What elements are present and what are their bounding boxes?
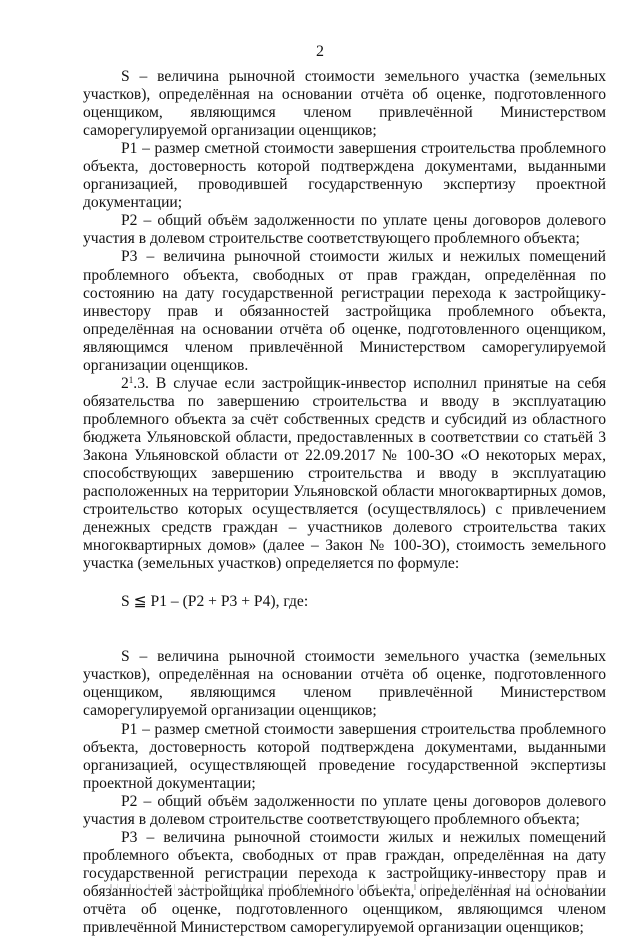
clause-superscript: 1	[128, 374, 134, 385]
clause-number: 2	[121, 374, 129, 392]
formula: S ≦ Р1 – (Р2 + Р3 + Р4), где:	[121, 593, 309, 611]
paragraph-p3-definition: Р3 – величина рыночной стоимости жилых и нежилых помещений проблемного объекта, свободных от прав граждан, определённая по состоянию на дату государственной регистрации перехода к застройщику-инвестору прав и обязанностей застройщика проблемного объекта, определённая на основании отчёта об оценке, подготовленного оценщиком, являющимся членом привлечённой Министерством саморегулируемой организации оценщиков.	[83, 248, 606, 374]
paragraph-s-definition-2: S – величина рыночной стоимости земельного участка (земельных участков), определённая на основании отчёта об оценке, подготовленного оценщиком, являющимся членом привлечённой Министерством саморегулируемой организации оценщиков;	[83, 648, 606, 720]
paragraph-clause-2-1-3	[83, 375, 606, 574]
page-number: 2	[316, 43, 324, 60]
paragraph-p2-definition-2: Р2 – общий объём задолженности по уплате цены договоров долевого участия в долевом строительстве соответствующего проблемного объекта;	[83, 792, 606, 828]
paragraph-p2-definition: Р2 – общий объём задолженности по уплате цены договоров долевого участия в долевом строительстве соответствующего проблемного объекта;	[83, 212, 606, 248]
paragraph-s-definition: S – величина рыночной стоимости земельного участка (земельных участков), определённая на основании отчёта об оценке, подготовленного оценщиком, являющимся членом привлечённой Министерством саморегулируемой организации оценщиков;	[83, 68, 606, 140]
document-body	[83, 68, 606, 937]
clause-text: .3. В случае если застройщик-инвестор исполнил принятые на себя обязательства по завершению строительства и вводу в эксплуатацию проблемного объекта за счёт собственных средств и субсидий из областного бюджета Ульяновской области, предоставленных в соответствии со статьёй 3 Закона Ульяновской области от 22.09.2017 № 100-ЗО «О некоторых мерах, способствующих завершению строительства и вводу в эксплуатацию расположенных на территории Ульяновской области многоквартирных домов, строительство которых осуществляется (осуществлялось) с привлечением денежных средств граждан – участников долевого строительства таких многоквартирных домов» (далее – Закон № 100-ЗО), стоимость земельного участка (земельных участков) определяется по формуле:	[83, 374, 606, 573]
paragraph-p3-definition-2: Р3 – величина рыночной стоимости жилых и нежилых помещений проблемного объекта, свободных от прав граждан, определённая на дату государственной регистрации перехода к застройщику-инвестору прав и обязанностей застройщика проблемного объекта, определённая на основании отчёта об оценке, подготовленного оценщиком, являющимся членом привлечённой Министерством саморегулируемой организации оценщиков;	[83, 828, 606, 937]
paragraph-p1-definition-2: Р1 – размер сметной стоимости завершения строительства проблемного объекта, достоверность которой подтверждена документами, выданными организацией, осуществляющей проведение государственной экспертизы проектной документации;	[83, 720, 606, 792]
scan-footer-artifact	[110, 884, 600, 890]
paragraph-p1-definition: Р1 – размер сметной стоимости завершения строительства проблемного объекта, достоверность которой подтверждена документами, выданными организацией, проводившей государственную экспертизу проектной документации;	[83, 140, 606, 212]
